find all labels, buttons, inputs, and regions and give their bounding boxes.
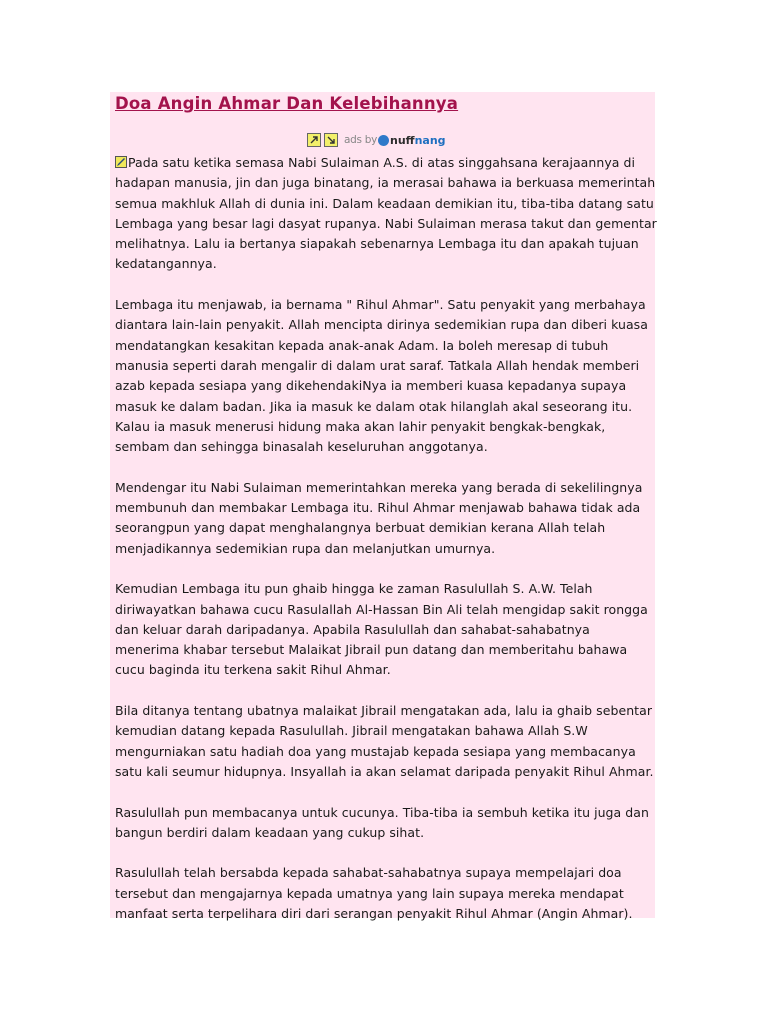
paragraph [115, 153, 657, 275]
paragraph [115, 803, 657, 844]
ads-by-label: ads by [344, 134, 377, 146]
nuffnang-logo-icon [378, 135, 389, 146]
paragraph-line: tersebut dan mengajarnya kepada umatnya yang lain supaya mereka mendapat [115, 885, 624, 901]
paragraph-line: seorangpun yang dapat menghalangnya berbuat demikian kerana Allah telah [115, 520, 606, 536]
paragraph-line: Lembaga yang besar lagi dasyat rupanya. Nabi Sulaiman merasa takut dan gementar [115, 215, 657, 231]
article-body [115, 153, 657, 945]
paragraph-line: membunuh dan membakar Lembaga itu. Rihul Ahmar menjawab bahawa tidak ada [115, 500, 641, 516]
line-text: Pada satu ketika semasa Nabi Sulaiman A.S. di atas singgahsana kerajaannya di [128, 155, 636, 170]
paragraph [115, 701, 657, 782]
paragraph-line: mengurniakan satu hadiah doa yang mustajab kepada sesiapa yang membacanya [115, 743, 636, 759]
paragraph-line: manfaat serta terpelihara diri dari serangan penyakit Rihul Ahmar (Angin Ahmar). [115, 905, 633, 921]
paragraph-line: Kalau ia masuk menerusi hidung maka akan lahir penyakit bengkak-bengkak, [115, 418, 606, 434]
paragraph-line: hadapan manusia, jin dan juga binatang, ia merasai bahawa ia berkuasa memerintah [115, 175, 656, 191]
paragraph-line: melihatnya. Lalu ia bertanya siapakah sebenarnya Lembaga itu dan apakah tujuan [115, 236, 639, 252]
ad-left-arrow-icon[interactable] [307, 133, 321, 147]
paragraph-line: masuk ke dalam badan. Jika ia masuk ke dalam otak hilanglah akal seseorang itu. [115, 398, 633, 414]
paragraph-line: kedatangannya. [115, 256, 217, 272]
brand-part2: nang [414, 133, 446, 147]
paragraph-line: diantara lain-lain penyakit. Allah mencipta dirinya sedemikian rupa dan diberi kuasa [115, 317, 648, 333]
paragraph [115, 295, 657, 457]
paragraph-line: Bila ditanya tentang ubatnya malaikat Jibrail mengatakan ada, lalu ia ghaib sebentar [115, 703, 653, 719]
ad-right-arrow-icon[interactable] [324, 133, 338, 147]
paragraph-line: dan keluar darah daripadanya. Apabila Rasulullah dan sahabat-sahabatnya [115, 621, 590, 637]
paragraph-line: menerima khabar tersebut Malaikat Jibrail pun datang dan memberitahu bahawa [115, 642, 628, 658]
paragraph-line: bangun berdiri dalam keadaan yang cukup sihat. [115, 824, 425, 840]
paragraph-line: satu kali seumur hidupnya. Insyallah ia akan selamat daripada penyakit Rihul Ahmar. [115, 763, 654, 779]
paragraph-line: menjadikannya sedemikian rupa dan melanjutkan umurnya. [115, 540, 496, 556]
paragraph-line: sembam dan sehingga binasalah keseluruhan anggotanya. [115, 439, 488, 455]
brand-part1: nuff [390, 133, 415, 147]
ads-banner[interactable] [307, 131, 446, 149]
paragraph [115, 478, 657, 559]
pencil-icon [115, 156, 127, 168]
paragraph-line: Rasulullah telah bersabda kepada sahabat-sahabatnya supaya mempelajari doa [115, 865, 622, 881]
paragraph-line: Kemudian Lembaga itu pun ghaib hingga ke zaman Rasulullah S. A.W. Telah [115, 581, 593, 597]
paragraph-line: diriwayatkan bahawa cucu Rasulallah Al-Hassan Bin Ali telah mengidap sakit rongga [115, 601, 648, 617]
paragraph-line: semua makhluk Allah di dunia ini. Dalam keadaan demikian itu, tiba-tiba datang satu [115, 195, 654, 211]
article-page [110, 92, 657, 921]
nuffnang-brand [390, 134, 446, 147]
paragraph-line: Mendengar itu Nabi Sulaiman memerintahkan mereka yang berada di sekelilingnya [115, 479, 643, 495]
paragraph-line: mendatangkan kesakitan kepada anak-anak Adam. Ia boleh meresap di tubuh [115, 337, 609, 353]
paragraph [115, 863, 657, 924]
paragraph-line: azab kepada sesiapa yang dikehendakiNya ia memberi kuasa kepadanya supaya [115, 378, 627, 394]
paragraph-line: manusia seperti darah mengalir di dalam urat saraf. Tatkala Allah hendak memberi [115, 357, 640, 373]
paragraph-line: Rasulullah pun membacanya untuk cucunya. Tiba-tiba ia sembuh ketika itu juga dan [115, 804, 649, 820]
paragraph-line [115, 153, 657, 173]
paragraph-line: kemudian datang kepada Rasulullah. Jibrail mengatakan bahawa Allah S.W [115, 723, 588, 739]
article-title[interactable]: Doa Angin Ahmar Dan Kelebihannya [115, 94, 459, 113]
paragraph [115, 579, 657, 680]
paragraph-line: Lembaga itu menjawab, ia bernama " Rihul Ahmar". Satu penyakit yang merbahaya [115, 297, 646, 313]
paragraph-line: cucu baginda itu terkena sakit Rihul Ahmar. [115, 662, 391, 678]
